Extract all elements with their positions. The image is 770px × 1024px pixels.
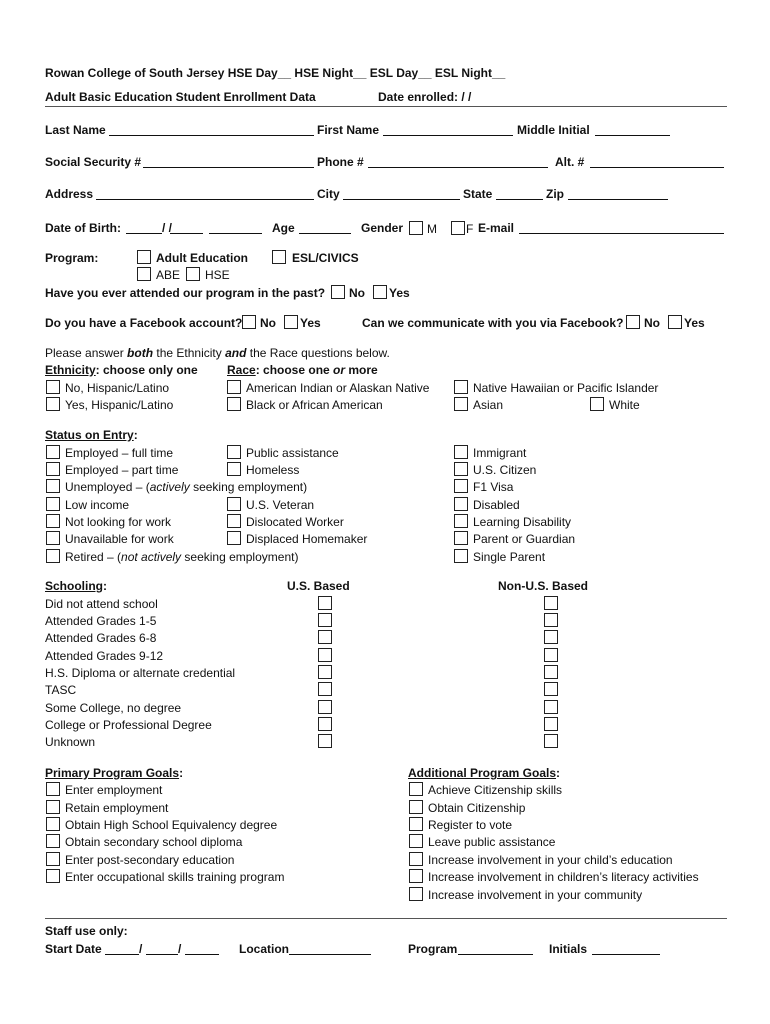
phone-field[interactable] (368, 167, 548, 168)
schooling-item: College or Professional Degree (45, 718, 212, 732)
schooling-heading: Schooling: (45, 579, 107, 593)
yes-hispanic-label: Yes, Hispanic/Latino (65, 398, 174, 412)
asian-label: Asian (473, 398, 504, 412)
primary-goal-label: Enter employment (65, 783, 163, 797)
form-title-line: Rowan College of South Jersey HSE Day__ HSE Night__ ESL Day__ ESL Night__ (45, 66, 506, 80)
primary-goal-label: Obtain High School Equivalency degree (65, 818, 278, 832)
age-label: Age (272, 221, 295, 235)
phone-label: Phone # (317, 155, 364, 169)
status-label: Employed – full time (65, 446, 174, 460)
asian-checkbox[interactable] (454, 397, 468, 411)
city-field[interactable] (343, 199, 460, 200)
status-label: Low income (65, 498, 130, 512)
start-date-year-field[interactable] (185, 954, 219, 955)
schooling-non-us-checkbox[interactable] (544, 613, 558, 627)
schooling-non-us-checkbox[interactable] (544, 596, 558, 610)
city-label: City (317, 187, 340, 201)
alt-phone-field[interactable] (590, 167, 724, 168)
status-checkbox[interactable] (227, 497, 241, 511)
status-label: Unavailable for work (65, 532, 174, 546)
last-name-label: Last Name (45, 123, 106, 137)
status-checkbox[interactable] (454, 462, 468, 476)
status-checkbox[interactable] (454, 445, 468, 459)
status-checkbox[interactable] (46, 445, 60, 459)
primary-goal-checkbox[interactable] (46, 852, 60, 866)
esl-civics-label: ESL/CIVICS (292, 251, 359, 265)
status-label: Homeless (246, 463, 300, 477)
staff-program-label: Program (408, 942, 458, 956)
email-label: E-mail (478, 221, 515, 235)
dob-label: Date of Birth: (45, 221, 121, 235)
ssn-label: Social Security # (45, 155, 142, 169)
middle-initial-label: Middle Initial (517, 123, 590, 137)
facebook-question: Do you have a Facebook account? (45, 316, 243, 330)
no-hispanic-label: No, Hispanic/Latino (65, 381, 170, 395)
ssn-field[interactable] (143, 167, 314, 168)
gender-f-checkbox[interactable] (451, 221, 465, 235)
communicate-no-checkbox[interactable] (626, 315, 640, 329)
schooling-item: Unknown (45, 735, 96, 749)
additional-goal-checkbox[interactable] (409, 817, 423, 831)
initials-label: Initials (549, 942, 588, 956)
schooling-non-us-checkbox[interactable] (544, 734, 558, 748)
email-field[interactable] (519, 233, 724, 234)
american-indian-label: American Indian or Alaskan Native (246, 381, 430, 395)
schooling-item: H.S. Diploma or alternate credential (45, 666, 236, 680)
schooling-us-checkbox[interactable] (318, 665, 332, 679)
schooling-item: Did not attend school (45, 597, 158, 611)
staff-program-field[interactable] (458, 954, 533, 955)
primary-goal-checkbox[interactable] (46, 782, 60, 796)
status-checkbox[interactable] (454, 479, 468, 493)
primary-goal-label: Enter occupational skills training program (65, 870, 285, 884)
start-date-day-field[interactable] (146, 954, 178, 955)
schooling-us-checkbox[interactable] (318, 700, 332, 714)
additional-goal-checkbox[interactable] (409, 869, 423, 883)
white-label: White (609, 398, 640, 412)
black-label: Black or African American (246, 398, 383, 412)
additional-goal-label: Register to vote (428, 818, 513, 832)
facebook-no-label: No (260, 316, 276, 330)
primary-goal-checkbox[interactable] (46, 817, 60, 831)
gender-label: Gender (361, 221, 404, 235)
schooling-non-us-checkbox[interactable] (544, 717, 558, 731)
additional-goal-checkbox[interactable] (409, 834, 423, 848)
schooling-non-us-checkbox[interactable] (544, 665, 558, 679)
native-hawaiian-checkbox[interactable] (454, 380, 468, 394)
status-checkbox[interactable] (454, 531, 468, 545)
abe-checkbox[interactable] (137, 267, 151, 281)
additional-goal-checkbox[interactable] (409, 782, 423, 796)
schooling-us-checkbox[interactable] (318, 648, 332, 662)
gender-m-checkbox[interactable] (409, 221, 423, 235)
status-label: U.S. Veteran (246, 498, 315, 512)
schooling-item: TASC (45, 683, 77, 697)
status-checkbox[interactable] (46, 479, 60, 493)
date-enrolled-label: Date enrolled: / / (378, 90, 472, 104)
primary-goal-label: Retain employment (65, 801, 169, 815)
status-label: Employed – part time (65, 463, 179, 477)
address-field[interactable] (96, 199, 314, 200)
schooling-us-checkbox[interactable] (318, 613, 332, 627)
facebook-yes-checkbox[interactable] (284, 315, 298, 329)
schooling-us-checkbox[interactable] (318, 717, 332, 731)
status-label: F1 Visa (473, 480, 514, 494)
status-label: Parent or Guardian (473, 532, 576, 546)
primary-goal-label: Obtain secondary school diploma (65, 835, 243, 849)
schooling-item: Attended Grades 1-5 (45, 614, 157, 628)
status-checkbox[interactable] (46, 497, 60, 511)
status-label: Displaced Homemaker (246, 532, 368, 546)
status-checkbox[interactable] (227, 514, 241, 528)
status-label: U.S. Citizen (473, 463, 537, 477)
status-checkbox[interactable] (454, 549, 468, 563)
schooling-us-checkbox[interactable] (318, 682, 332, 696)
schooling-non-us-checkbox[interactable] (544, 682, 558, 696)
schooling-non-us-checkbox[interactable] (544, 648, 558, 662)
primary-goal-checkbox[interactable] (46, 834, 60, 848)
status-checkbox[interactable] (227, 445, 241, 459)
status-label-retired: Retired – (not actively seeking employment) (65, 550, 299, 564)
start-date-slash: / (178, 942, 182, 956)
black-checkbox[interactable] (227, 397, 241, 411)
attended-no-checkbox[interactable] (331, 285, 345, 299)
ethnicity-heading: Ethnicity: choose only one (45, 363, 198, 377)
middle-initial-field[interactable] (595, 135, 670, 136)
status-label: Learning Disability (473, 515, 572, 529)
status-label: Single Parent (473, 550, 546, 564)
staff-use-heading: Staff use only: (45, 924, 128, 938)
white-checkbox[interactable] (590, 397, 604, 411)
status-checkbox[interactable] (46, 531, 60, 545)
location-field[interactable] (289, 954, 371, 955)
status-label: Not looking for work (65, 515, 172, 529)
status-label: Dislocated Worker (246, 515, 344, 529)
last-name-field[interactable] (109, 135, 314, 136)
state-label: State (463, 187, 493, 201)
additional-goal-label: Achieve Citizenship skills (428, 783, 563, 797)
first-name-label: First Name (317, 123, 380, 137)
american-indian-checkbox[interactable] (227, 380, 241, 394)
start-date-label: Start Date (45, 942, 102, 956)
communicate-yes-checkbox[interactable] (668, 315, 682, 329)
yes-hispanic-checkbox[interactable] (46, 397, 60, 411)
attended-yes-checkbox[interactable] (373, 285, 387, 299)
gender-m-label: M (427, 222, 437, 236)
schooling-us-checkbox[interactable] (318, 734, 332, 748)
schooling-item: Some College, no degree (45, 701, 182, 715)
additional-goal-label: Increase involvement in children’s literacy activities (428, 870, 699, 884)
schooling-us-checkbox[interactable] (318, 596, 332, 610)
additional-goal-checkbox[interactable] (409, 852, 423, 866)
adult-education-checkbox[interactable] (137, 250, 151, 264)
status-checkbox[interactable] (46, 514, 60, 528)
gender-f-label: F (466, 222, 474, 236)
communicate-yes-label: Yes (684, 316, 705, 330)
staff-rule (45, 918, 727, 919)
additional-goal-checkbox[interactable] (409, 800, 423, 814)
status-checkbox[interactable] (46, 462, 60, 476)
primary-goal-checkbox[interactable] (46, 869, 60, 883)
attended-no-label: No (349, 286, 365, 300)
initials-field[interactable] (592, 954, 660, 955)
additional-goal-label: Obtain Citizenship (428, 801, 526, 815)
communicate-question: Can we communicate with you via Facebook? (362, 316, 624, 330)
primary-goal-checkbox[interactable] (46, 800, 60, 814)
zip-field[interactable] (568, 199, 668, 200)
dob-month-field[interactable] (126, 233, 162, 234)
ethnicity-race-instruction: Please answer both the Ethnicity and the Race questions below. (45, 346, 390, 360)
schooling-non-us-checkbox[interactable] (544, 700, 558, 714)
primary-goal-label: Enter post-secondary education (65, 853, 235, 867)
communicate-no-label: No (644, 316, 660, 330)
facebook-yes-label: Yes (300, 316, 321, 330)
status-checkbox[interactable] (454, 514, 468, 528)
status-label: Public assistance (246, 446, 339, 460)
age-field[interactable] (299, 233, 351, 234)
status-label-unemployed: Unemployed – (actively seeking employment) (65, 480, 308, 494)
additional-goal-label: Leave public assistance (428, 835, 556, 849)
esl-civics-checkbox[interactable] (272, 250, 286, 264)
dob-year-field[interactable] (209, 233, 262, 234)
zip-label: Zip (546, 187, 564, 201)
attended-yes-label: Yes (389, 286, 410, 300)
schooling-non-us-checkbox[interactable] (544, 630, 558, 644)
status-checkbox[interactable] (227, 531, 241, 545)
alt-phone-label: Alt. # (555, 155, 585, 169)
abe-label: ABE (156, 268, 181, 282)
hse-label: HSE (205, 268, 230, 282)
status-checkbox[interactable] (227, 462, 241, 476)
dob-slashes: / / (162, 221, 173, 235)
schooling-item: Attended Grades 9-12 (45, 649, 164, 663)
start-date-month-field[interactable] (105, 954, 139, 955)
header-rule (45, 106, 727, 107)
address-label: Address (45, 187, 94, 201)
facebook-no-checkbox[interactable] (242, 315, 256, 329)
additional-goal-label: Increase involvement in your child’s education (428, 853, 673, 867)
native-hawaiian-label: Native Hawaiian or Pacific Islander (473, 381, 659, 395)
location-label: Location (239, 942, 289, 956)
us-based-heading: U.S. Based (287, 579, 350, 593)
additional-goals-heading: Additional Program Goals: (408, 766, 561, 780)
status-label: Immigrant (473, 446, 527, 460)
program-label: Program: (45, 251, 99, 265)
adult-education-label: Adult Education (156, 251, 248, 265)
no-hispanic-checkbox[interactable] (46, 380, 60, 394)
state-field[interactable] (496, 199, 543, 200)
attended-question: Have you ever attended our program in the past? (45, 286, 326, 300)
status-heading: Status on Entry: (45, 428, 138, 442)
hse-checkbox[interactable] (186, 267, 200, 281)
status-checkbox[interactable] (454, 497, 468, 511)
additional-goal-label: Increase involvement in your community (428, 888, 643, 902)
schooling-item: Attended Grades 6-8 (45, 631, 157, 645)
dob-day-field[interactable] (170, 233, 203, 234)
primary-goals-heading: Primary Program Goals: (45, 766, 184, 780)
first-name-field[interactable] (383, 135, 513, 136)
status-label: Disabled (473, 498, 520, 512)
status-checkbox[interactable] (46, 549, 60, 563)
schooling-us-checkbox[interactable] (318, 630, 332, 644)
start-date-slash: / (139, 942, 143, 956)
form-subtitle: Adult Basic Education Student Enrollment Data (45, 90, 316, 104)
non-us-based-heading: Non-U.S. Based (498, 579, 589, 593)
race-heading: Race: choose one or more (227, 363, 378, 377)
additional-goal-checkbox[interactable] (409, 887, 423, 901)
